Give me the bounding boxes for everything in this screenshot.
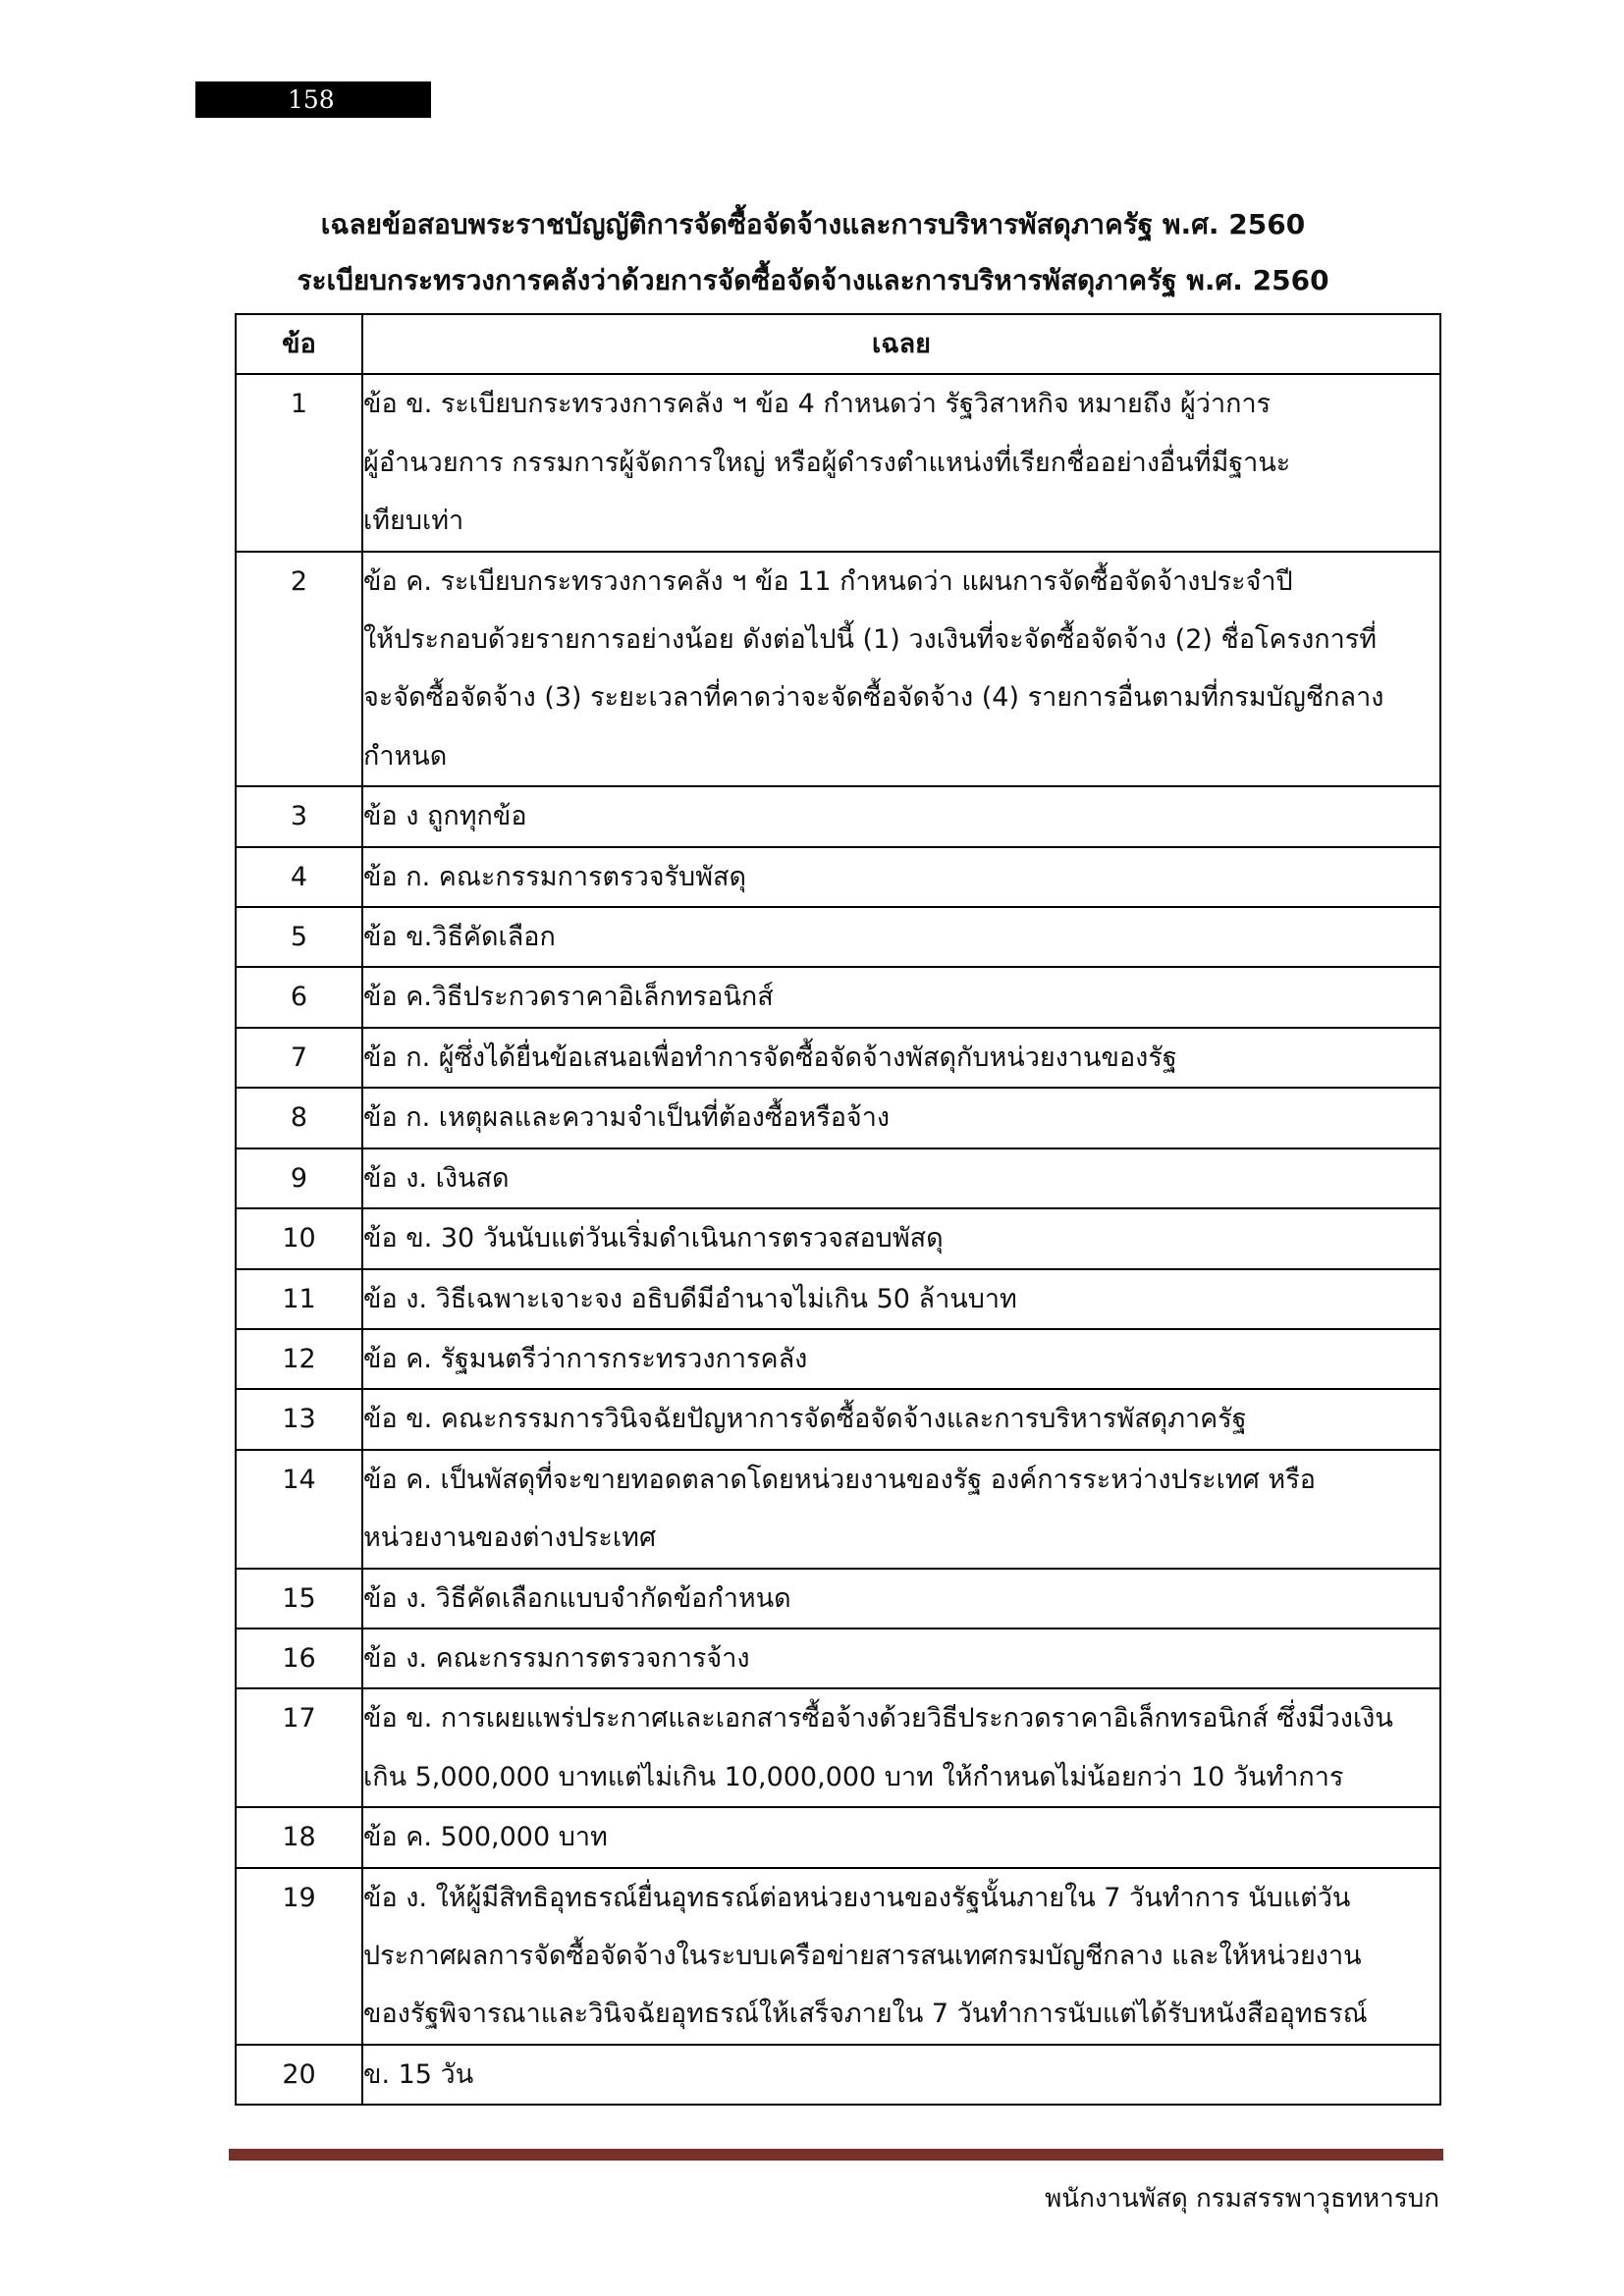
answer-line: หน่วยงานของต่างประเทศ <box>363 1522 657 1554</box>
table-row <box>236 1028 1440 1088</box>
answer-cell <box>362 907 1440 967</box>
question-number: 14 <box>236 1450 362 1569</box>
answer-cell <box>362 1389 1440 1449</box>
answer-line: ข้อ ก. คณะกรรมการตรวจรับพัสดุ <box>363 861 747 892</box>
answer-line: ข้อ ข.วิธีคัดเลือก <box>363 922 556 953</box>
answer-line: จะจัดซื้อจัดจ้าง (3) ระยะเวลาที่คาดว่าจะจัดซื้อจัดจ้าง (4) รายการอื่นตามที่กรมบัญชีกลาง <box>363 682 1384 714</box>
answer-line: ข้อ ค. รัฐมนตรีว่าการกระทรวงการคลัง <box>363 1343 808 1374</box>
answer-cell <box>362 2045 1440 2105</box>
footer-text: พนักงานพัสดุ กรมสรรพาวุธทหารบก <box>1045 2184 1439 2214</box>
header-number: ข้อ <box>236 314 362 374</box>
table-row <box>236 1389 1440 1449</box>
table-row <box>236 786 1440 846</box>
answer-cell <box>362 1629 1440 1688</box>
table-row <box>236 2045 1440 2105</box>
question-number: 7 <box>236 1028 362 1088</box>
answer-cell <box>362 967 1440 1027</box>
question-number: 2 <box>236 552 362 787</box>
table-row <box>236 374 1440 551</box>
answer-line: ผู้อำนวยการ กรรมการผู้จัดการใหญ่ หรือผู้ดำรงตำแหน่งที่เรียกชื่ออย่างอื่นที่มีฐานะ <box>363 447 1291 478</box>
answer-line: เกิน 5,000,000 บาทแต่ไม่เกิน 10,000,000 บาท ให้กำหนดไม่น้อยกว่า 10 วันทำการ <box>363 1761 1344 1792</box>
answer-line: ข้อ ค.วิธีประกวดราคาอิเล็กทรอนิกส์ <box>363 982 774 1013</box>
table-row <box>236 967 1440 1027</box>
answer-key-table <box>235 313 1441 2106</box>
answer-line: ข้อ ข. คณะกรรมการวินิจฉัยปัญหาการจัดซื้อจัดจ้างและการบริหารพัสดุภาครัฐ <box>363 1404 1247 1435</box>
table-row <box>236 1269 1440 1329</box>
page-number: 158 <box>195 81 431 118</box>
table-row <box>236 1148 1440 1208</box>
answer-line: ข้อ ง. เงินสด <box>363 1162 510 1194</box>
question-number: 4 <box>236 847 362 907</box>
table-row <box>236 907 1440 967</box>
answer-cell <box>362 1028 1440 1088</box>
table-row <box>236 1329 1440 1389</box>
answer-cell <box>362 1868 1440 2045</box>
question-number: 20 <box>236 2045 362 2105</box>
answer-cell <box>362 552 1440 787</box>
answer-line: ข้อ ง. คณะกรรมการตรวจการจ้าง <box>363 1642 750 1674</box>
table-row <box>236 1208 1440 1268</box>
answer-line: ข้อ ง. วิธีเฉพาะเจาะจง อธิบดีมีอำนาจไม่เกิน 50 ล้านบาท <box>363 1283 1017 1314</box>
question-number: 8 <box>236 1088 362 1148</box>
question-number: 12 <box>236 1329 362 1389</box>
table-row <box>236 1629 1440 1688</box>
answer-cell <box>362 1569 1440 1629</box>
answer-line: ให้ประกอบด้วยรายการอย่างน้อย ดังต่อไปนี้ (1) วงเงินที่จะจัดซื้อจัดจ้าง (2) ชื่อโครงการที่ <box>363 624 1378 656</box>
answer-line: ข้อ ค. 500,000 บาท <box>363 1822 608 1853</box>
answer-line: ข้อ ข. 30 วันนับแต่วันเริ่มดำเนินการตรวจสอบพัสดุ <box>363 1223 944 1255</box>
answer-line: ข้อ ข. ระเบียบกระทรวงการคลัง ฯ ข้อ 4 กำหนดว่า รัฐวิสาหกิจ หมายถึง ผู้ว่าการ <box>363 389 1272 420</box>
table-header-row <box>236 314 1440 374</box>
question-number: 16 <box>236 1629 362 1688</box>
table-row <box>236 1569 1440 1629</box>
answer-cell <box>362 1088 1440 1148</box>
answer-cell <box>362 1208 1440 1268</box>
answer-line: ข้อ ง. ให้ผู้มีสิทธิอุทธรณ์ยื่นอุทธรณ์ต่อหน่วยงานของรัฐนั้นภายใน 7 วันทำการ นับแต่วัน <box>363 1882 1351 1913</box>
answer-line: เทียบเท่า <box>363 506 464 537</box>
table-row <box>236 1868 1440 2045</box>
answer-line: ข้อ ก. ผู้ซึ่งได้ยื่นข้อเสนอเพื่อทำการจัดซื้อจัดจ้างพัสดุกับหน่วยงานของรัฐ <box>363 1041 1177 1073</box>
question-number: 15 <box>236 1569 362 1629</box>
answer-rows <box>236 374 1440 2105</box>
page-title-line-1: เฉลยข้อสอบพระราชบัญญัติการจัดซื้อจัดจ้างและการบริหารพัสดุภาครัฐ พ.ศ. 2560 <box>320 208 1306 240</box>
question-number: 11 <box>236 1269 362 1329</box>
question-number: 5 <box>236 907 362 967</box>
answer-line: กำหนด <box>363 740 448 772</box>
answer-line: ข้อ ข. การเผยแพร่ประกาศและเอกสารซื้อจ้างด้วยวิธีประกวดราคาอิเล็กทรอนิกส์ ซึ่งมีวงเงิน <box>363 1703 1393 1735</box>
answer-cell <box>362 374 1440 551</box>
question-number: 9 <box>236 1148 362 1208</box>
page-title-line-2: ระเบียบกระทรวงการคลังว่าด้วยการจัดซื้อจัดจ้างและการบริหารพัสดุภาครัฐ พ.ศ. 2560 <box>297 264 1329 296</box>
answer-cell <box>362 1269 1440 1329</box>
answer-line: ข้อ ง. วิธีคัดเลือกแบบจำกัดข้อกำหนด <box>363 1582 791 1614</box>
answer-cell <box>362 847 1440 907</box>
answer-line: ประกาศผลการจัดซื้อจัดจ้างในระบบเครือข่ายสารสนเทศกรมบัญชีกลาง และให้หน่วยงาน <box>363 1940 1362 1971</box>
answer-cell <box>362 1329 1440 1389</box>
question-number: 3 <box>236 786 362 846</box>
footer-rule <box>229 2149 1443 2161</box>
table-row <box>236 1807 1440 1867</box>
answer-cell <box>362 1148 1440 1208</box>
answer-cell <box>362 1688 1440 1807</box>
table-row <box>236 847 1440 907</box>
table-row <box>236 1450 1440 1569</box>
answer-cell <box>362 786 1440 846</box>
question-number: 10 <box>236 1208 362 1268</box>
question-number: 1 <box>236 374 362 551</box>
answer-line: ข้อ ค. เป็นพัสดุที่จะขายทอดตลาดโดยหน่วยงานของรัฐ องค์การระหว่างประเทศ หรือ <box>363 1464 1316 1495</box>
answer-line: ข้อ ก. เหตุผลและความจำเป็นที่ต้องซื้อหรือจ้าง <box>363 1102 891 1134</box>
question-number: 18 <box>236 1807 362 1867</box>
table-row <box>236 1088 1440 1148</box>
table-row <box>236 1688 1440 1807</box>
header-answer: เฉลย <box>362 314 1440 374</box>
question-number: 17 <box>236 1688 362 1807</box>
answer-line: ข้อ ค. ระเบียบกระทรวงการคลัง ฯ ข้อ 11 กำหนดว่า แผนการจัดซื้อจัดจ้างประจำปี <box>363 565 1293 597</box>
question-number: 13 <box>236 1389 362 1449</box>
answer-line: ข้อ ง ถูกทุกข้อ <box>363 801 527 832</box>
answer-line: ข. 15 วัน <box>363 2058 474 2090</box>
answer-cell <box>362 1450 1440 1569</box>
answer-line: ของรัฐพิจารณาและวินิจฉัยอุทธรณ์ให้เสร็จภายใน 7 วันทำการนับแต่ได้รับหนังสืออุทธรณ์ <box>363 1999 1368 2030</box>
question-number: 19 <box>236 1868 362 2045</box>
question-number: 6 <box>236 967 362 1027</box>
answer-cell <box>362 1807 1440 1867</box>
table-row <box>236 552 1440 787</box>
